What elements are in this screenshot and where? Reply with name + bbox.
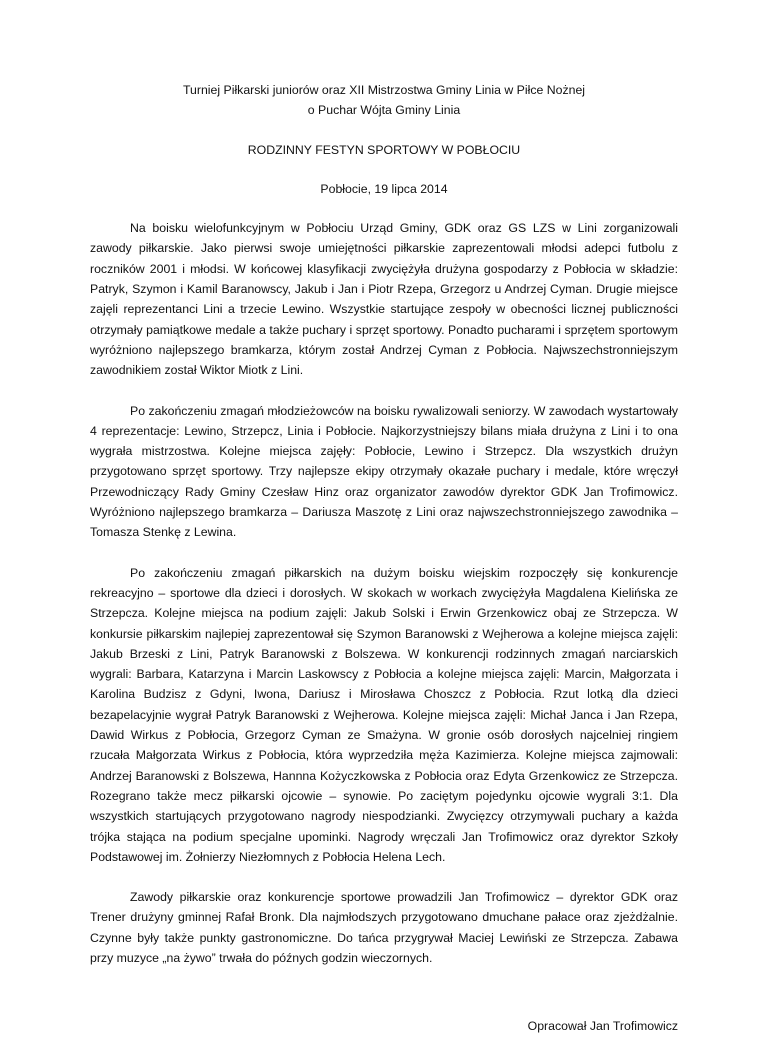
paragraph-senior-tournament: Po zakończeniu zmagań młodzieżowców na boisku rywalizowali seniorzy. W zawodach wystartowały 4 reprezentacje: Lewino, Strzepcz, Linia i Pobłocie. Najkorzystniejszy bilans miała drużyna z Lini i to ona wygrała mistrzostwa. Kolejne miejsca zajęły: Pobłocie, Lewino i Strzepcz. Dla wszystkich drużyn przygotowano sprzęt sportowy. Trzy najlepsze ekipy otrzymały okazałe puchary i medale, które wręczył Przewodniczący Rady Gminy Czesław Hinz oraz organizator zawodów dyrektor GDK Jan Trofimowicz. Wyróżniono najlepszego bramkarza – Dariusza Maszotę z Lini oraz najwszechstronniejszego zawodnika – Tomasza Stenkę z Lewina. — [90, 403, 678, 540]
dateline: Pobłocie, 19 lipca 2014 — [320, 181, 448, 196]
title-block — [90, 80, 678, 121]
title-line-2: o Puchar Wójta Gminy Linia — [307, 103, 461, 118]
paragraph-organizers: Zawody piłkarskie oraz konkurencje sportowe prowadzili Jan Trofimowicz – dyrektor GDK oraz Trener drużyny gminnej Rafał Bronk. Dla najmłodszych przygotowano dmuchane pałace oraz zjeżdżalnie. Czynne były także punkty gastronomiczne. Do tańca przygrywał Maciej Lewiński ze Strzepcza. Zabawa przy muzyce „na żywo” trwała do późnych godzin wieczornych. — [90, 890, 678, 965]
title-line-1: Turniej Piłkarski juniorów oraz XII Mistrzostwa Gminy Linia w Piłce Nożnej — [182, 83, 586, 97]
paragraph-family-competitions: Po zakończeniu zmagań piłkarskich na dużym boisku wiejskim rozpoczęły się konkurencje rekreacyjno – sportowe dla dzieci i dorosłych. W skokach w workach zwyciężyła Magdalena Kielińska ze Strzepcza. Kolejne miejsca na podium zajęli: Jakub Solski i Erwin Grzenkowicz obaj ze Strzepcza. W konkursie piłkarskim najlepiej zaprezentował się Szymon Baranowski z Wejherowa a kolejne miejsca zajęli: Jakub Brzeski z Lini, Patryk Baranowski z Bolszewa. W konkurencji rodzinnych zmagań narciarskich wygrali: Barbara, Katarzyna i Marcin Laskowscy z Pobłocia a kolejne miejsca zajęli: Marcin, Małgorzata i Karolina Budzisz z Gdyni, Iwona, Dariusz i Mirosława Choszcz z Pobłocia. Rzut lotką dla dzieci bezapelacyjnie wygrał Patryk Baranowski z Wejherowa. Kolejne miejsca zajęli: Michał Janca i Jan Rzepa, Dawid Wirkus z Pobłocia, Grzegorz Cyman ze Smażyna. W gronie osób dorosłych najcelniej ringiem rzucała Małgorzata Wirkus z Pobłocia, która wyprzedziła męża Kazimierza. Kolejne miejsca zajmowali: Andrzej Baranowski z Bolszewa, Hannna Kożyczkowska z Pobłocia oraz Edyta Grzenkowicz ze Strzepcza. Rozegrano także mecz piłkarski ojcowie – synowie. Po zaciętym pojedynku ojcowie wygrali 3:1. Dla wszystkich startujących przygotowano nagrody niespodzianki. Zwycięzcy otrzymywali puchary a każda trójka stająca na podium specjalne upominki. Nagrody wręczali Jan Trofimowicz oraz dyrektor Szkoły Podstawowej im. Żołnierzy Niezłomnych z Pobłocia Helena Lech. — [90, 565, 678, 864]
author-signature: Opracował Jan Trofimowicz — [527, 1019, 678, 1034]
document-page — [90, 80, 678, 1037]
event-heading: RODZINNY FESTYN SPORTOWY W POBŁOCIU — [247, 142, 521, 157]
paragraph-youth-tournament: Na boisku wielofunkcyjnym w Pobłociu Urząd Gminy, GDK oraz GS LZS w Lini zorganizowali zawody piłkarskie. Jako pierwsi swoje umiejętności piłkarskie zaprezentowali młodsi adepci futbolu z roczników 2001 i młodsi. W końcowej klasyfikacji zwyciężyła drużyna gospodarzy z Pobłocia w składzie: Patryk, Szymon i Kamil Baranowscy, Jakub i Jan i Piotr Rzepa, Grzegorz u Andrzej Cyman. Drugie miejsce zajęli reprezentanci Lini a trzecie Lewino. Wszystkie startujące zespoły w obecności licznej publiczności otrzymały pamiątkowe medale a także puchary i sprzęt sportowy. Ponadto pucharami i sprzętem sportowym wyróżniono najlepszego bramkarza, którym został Andrzej Cyman z Pobłocia. Najwszechstronniejszym zawodnikiem został Wiktor Miotk z Lini. — [90, 221, 678, 378]
